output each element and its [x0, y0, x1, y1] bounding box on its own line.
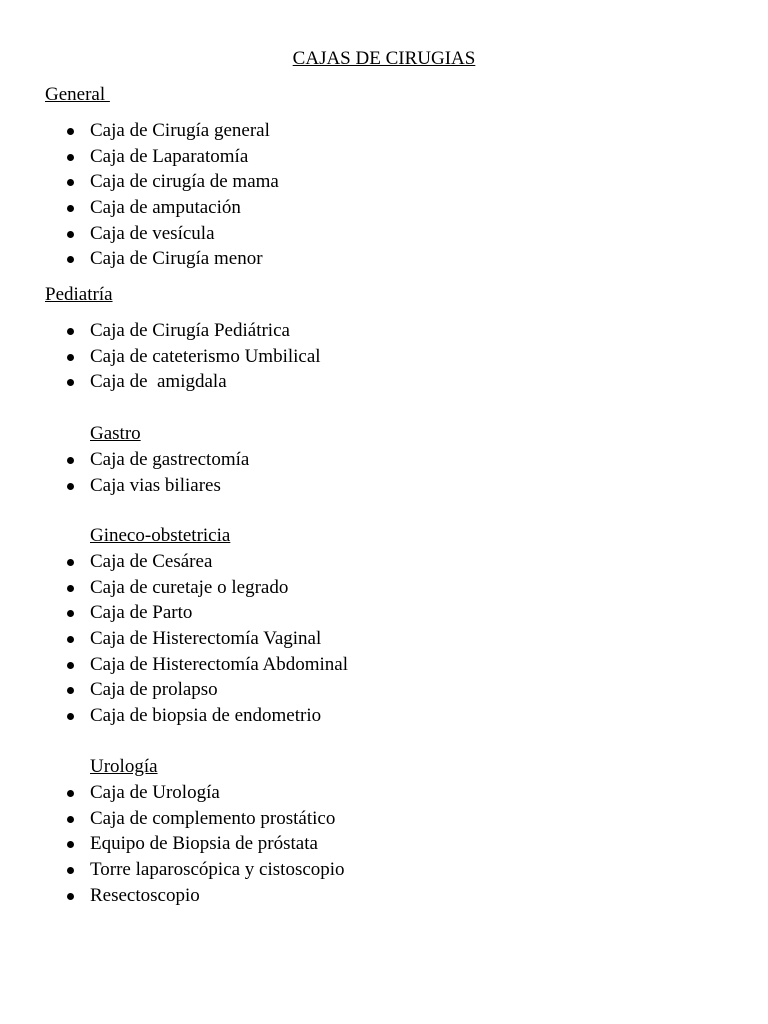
bullet-icon [67, 179, 74, 186]
section-heading-urologia: Urología [90, 756, 158, 777]
bullet-icon [67, 867, 74, 874]
section-heading-general: General [45, 84, 110, 105]
list-item-text: Caja de Urología [90, 782, 220, 803]
list-item-text: Caja de prolapso [90, 679, 218, 701]
bullet-icon [67, 256, 74, 263]
list-item-text: Equipo de Biopsia de próstata [90, 833, 318, 855]
list-item-text: Caja de Parto [90, 602, 193, 624]
bullet-icon [67, 585, 74, 592]
section-heading-gineco-obstetricia: Gineco-obstetricia [90, 525, 231, 546]
document-title: CAJAS DE CIRUGIAS [292, 48, 476, 69]
list-item-text: Caja vias biliares [90, 474, 221, 496]
bullet-icon [67, 662, 74, 669]
bullet-icon [67, 483, 74, 490]
bullet-icon [67, 154, 74, 161]
bullet-icon [67, 790, 74, 797]
section-heading-pediatria: Pediatría [45, 284, 113, 305]
bullet-icon [67, 559, 74, 566]
list-item-text: Caja de amputación [90, 197, 241, 219]
bullet-icon [67, 128, 74, 135]
bullet-icon [67, 713, 74, 720]
bullet-icon [67, 841, 74, 848]
list-item-text: Caja de Cesárea [90, 551, 213, 572]
list-item-text: Caja de Histerectomía Vaginal [90, 628, 322, 650]
list-item-text: Caja de gastrectomía [90, 449, 250, 470]
bullet-icon [67, 231, 74, 238]
bullet-icon [67, 457, 74, 464]
bullet-icon [67, 379, 74, 386]
list-item-text: Caja de amigdala [90, 371, 227, 393]
list-item-text: Caja de Cirugía general [90, 120, 270, 141]
list-item-text: Caja de curetaje o legrado [90, 576, 289, 598]
list-item-text: Caja de Cirugía Pediátrica [90, 320, 290, 341]
list-item-text: Caja de Histerectomía Abdominal [90, 653, 349, 675]
bullet-icon [67, 610, 74, 617]
bullet-icon [67, 328, 74, 335]
bullet-icon [67, 816, 74, 823]
list-item-text: Caja de Laparatomía [90, 145, 249, 167]
list-item-text: Torre laparoscópica y cistoscopio [90, 859, 345, 881]
list-item-text: Caja de Cirugía menor [90, 248, 263, 270]
section-heading-gastro: Gastro [90, 423, 141, 444]
list-item-text: Resectoscopio [90, 884, 200, 906]
list-item-text: Caja de cirugía de mama [90, 171, 279, 193]
bullet-icon [67, 354, 74, 361]
list-item-text: Caja de cateterismo Umbilical [90, 345, 321, 367]
bullet-icon [67, 205, 74, 212]
bullet-icon [67, 893, 74, 900]
list-item-text: Caja de complemento prostático [90, 807, 336, 829]
list-item-text: Caja de vesícula [90, 222, 215, 244]
bullet-icon [67, 636, 74, 643]
bullet-icon [67, 687, 74, 694]
list-item-text: Caja de biopsia de endometrio [90, 705, 322, 727]
